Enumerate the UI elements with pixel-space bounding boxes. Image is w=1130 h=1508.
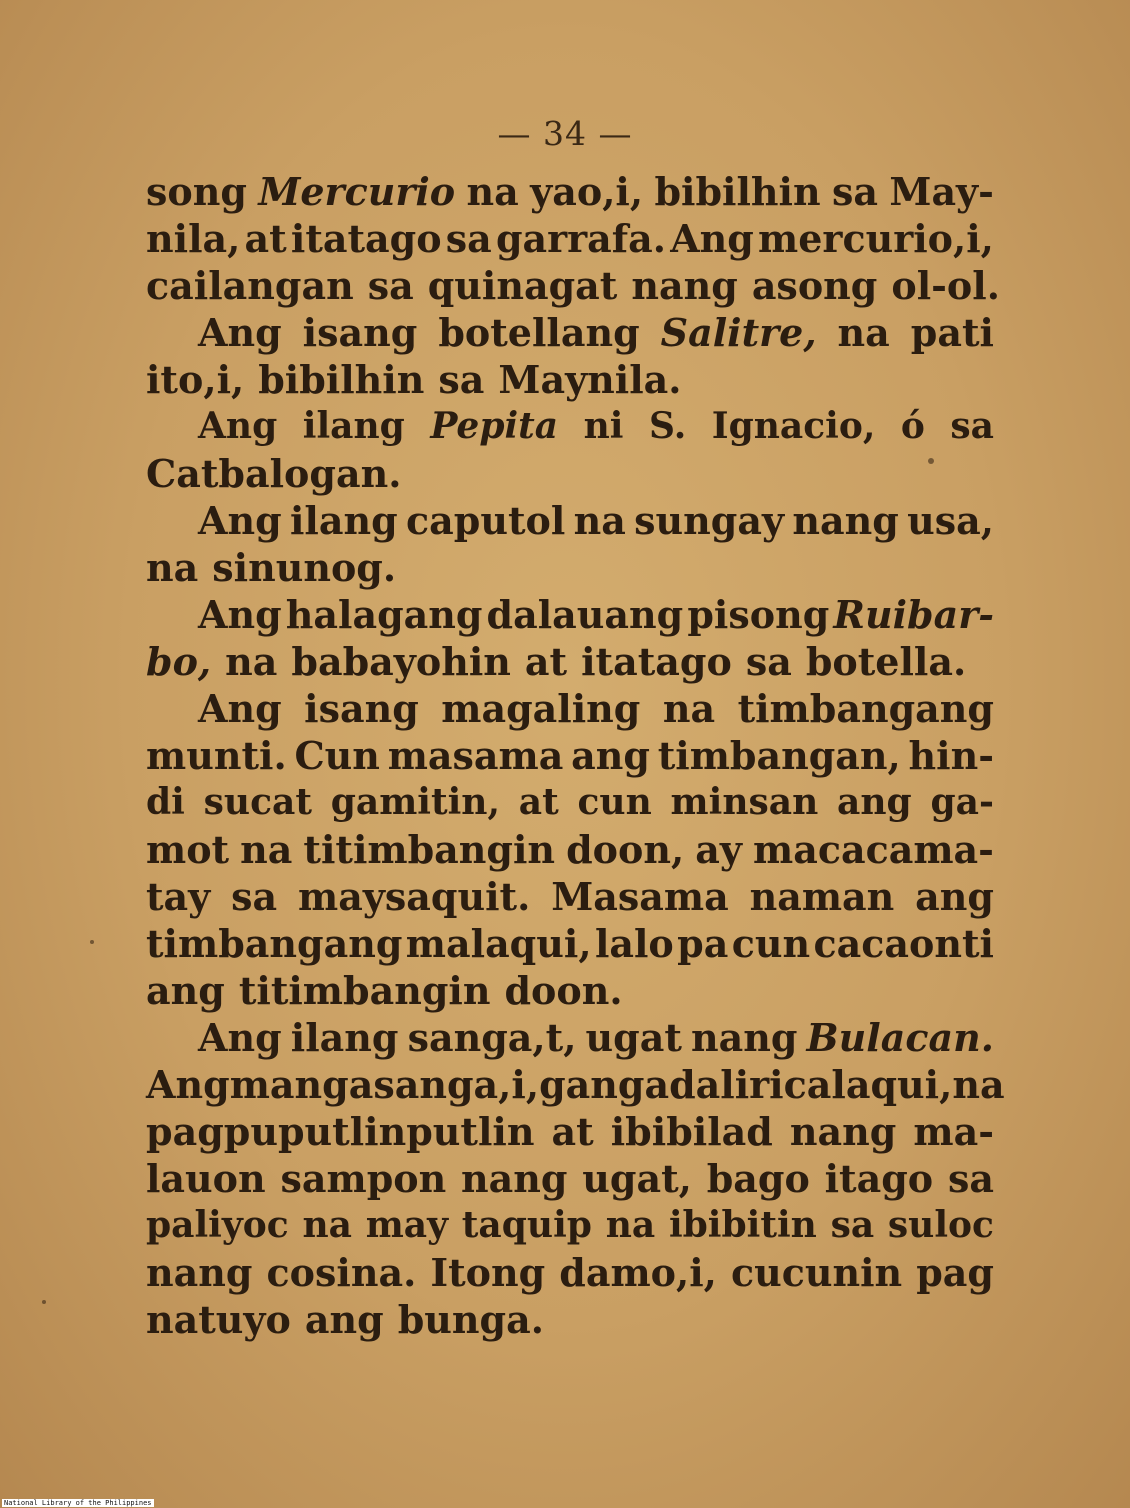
text-word: sanga,t, <box>407 1015 577 1060</box>
text-word: cucunin <box>730 1250 903 1295</box>
text-line <box>146 1061 1005 1108</box>
text-line <box>146 1014 994 1061</box>
text-word: ni <box>583 405 624 447</box>
text-word: pagpuputlinputlin <box>146 1109 535 1154</box>
text-word: ang <box>146 968 225 1013</box>
text-word: bo, <box>146 639 212 684</box>
text-word: caputol <box>405 498 566 543</box>
text-word: ibibilad <box>610 1109 773 1154</box>
text-line <box>146 403 994 450</box>
text-word: ang <box>915 874 994 919</box>
text-word: ugat, <box>582 1156 692 1201</box>
text-line <box>146 779 994 826</box>
text-word: ilang <box>289 498 398 543</box>
text-word: na <box>302 1204 352 1246</box>
text-word: bibilhin <box>654 169 821 214</box>
text-word: pag <box>916 1250 994 1295</box>
text-word: nang <box>146 1250 253 1295</box>
text-line <box>146 450 994 497</box>
text-word: pati <box>910 310 994 355</box>
text-line <box>146 356 994 403</box>
text-word: at <box>518 781 559 823</box>
text-word: mot <box>146 827 230 872</box>
text-word: tay <box>146 874 211 919</box>
text-word: cosina. <box>266 1250 417 1295</box>
text-word: timbangang <box>737 686 994 731</box>
text-word: na <box>466 169 519 214</box>
text-word: Maynila. <box>498 357 682 402</box>
text-word: ugat <box>585 1015 682 1060</box>
text-word: malaqui, <box>405 921 592 966</box>
ink-speck <box>42 1300 46 1304</box>
text-word: gamitin, <box>330 781 500 823</box>
text-line <box>146 168 994 215</box>
text-line <box>146 826 994 873</box>
text-line <box>146 967 994 1014</box>
text-word: at <box>551 1109 594 1154</box>
text-word: S. <box>648 405 687 447</box>
text-word: bunga. <box>397 1297 544 1342</box>
text-word: gangadaliri <box>539 1062 784 1107</box>
text-word: asong <box>751 263 878 308</box>
text-line <box>146 638 994 685</box>
text-word: sa <box>745 639 792 684</box>
text-word: ga- <box>930 781 994 823</box>
text-word: na <box>240 827 293 872</box>
text-word: doon. <box>504 968 623 1013</box>
text-word: Ruibar- <box>833 592 994 637</box>
text-word: nang <box>461 1156 568 1201</box>
text-word: Masama <box>551 874 729 919</box>
text-word: May- <box>889 169 994 214</box>
text-word: sa <box>947 1156 994 1201</box>
text-word: suloc <box>887 1204 994 1246</box>
text-word: timbangan, <box>657 733 901 778</box>
ink-speck <box>928 458 934 464</box>
text-word: nang <box>789 1109 897 1154</box>
text-word: mercurio,i, <box>758 216 994 261</box>
text-word: ang <box>837 781 912 823</box>
text-line <box>146 215 994 262</box>
text-word: Itong <box>430 1250 546 1295</box>
text-word: itatago <box>581 639 732 684</box>
text-word: na <box>952 1062 1005 1107</box>
text-word: calaqui, <box>783 1062 953 1107</box>
text-word: Catbalogan. <box>146 451 402 496</box>
text-word: babayohin <box>291 639 511 684</box>
text-word: ilang <box>290 1015 399 1060</box>
text-word: nila, <box>146 216 241 261</box>
text-word: munti. <box>146 733 287 778</box>
text-line <box>146 544 994 591</box>
text-word: di <box>146 781 185 823</box>
text-line <box>146 497 994 544</box>
text-word: usa, <box>907 498 994 543</box>
text-word: Ang <box>198 592 282 637</box>
text-word: na <box>573 498 626 543</box>
text-line <box>146 591 994 638</box>
text-word: paliyoc <box>146 1204 289 1246</box>
text-word: Ang <box>146 1062 230 1107</box>
text-word: yao,i, <box>530 169 644 214</box>
library-credit: National Library of the Philippines <box>4 1499 152 1507</box>
text-word: halagang <box>285 592 483 637</box>
page-text-body <box>146 168 1005 1343</box>
text-word: sa <box>367 263 414 308</box>
text-word: ilang <box>302 405 405 447</box>
text-word: garrafa. <box>495 216 667 261</box>
text-word: natuyo <box>146 1297 291 1342</box>
text-word: nang <box>792 498 899 543</box>
text-word: Pepita <box>430 405 559 447</box>
text-word: Ang <box>670 216 754 261</box>
text-word: at <box>244 216 287 261</box>
text-word: dalauang <box>486 592 684 637</box>
text-line <box>146 732 994 779</box>
text-word: ay <box>695 827 742 872</box>
text-word: botellang <box>438 310 640 355</box>
ink-speck <box>90 940 94 944</box>
text-word: ó <box>900 405 925 447</box>
text-line <box>146 1249 994 1296</box>
text-word: cacaonti <box>813 921 994 966</box>
text-word: sinunog. <box>212 545 397 590</box>
text-word: magaling <box>441 686 641 731</box>
text-word: pa <box>677 921 729 966</box>
text-word: sa <box>445 216 492 261</box>
text-word: ang <box>571 733 650 778</box>
text-line <box>146 1155 994 1202</box>
text-word: ang <box>304 1297 384 1342</box>
text-line <box>146 309 994 356</box>
text-word: Ang <box>198 686 282 731</box>
text-word: cun <box>731 921 811 966</box>
text-word: nang <box>631 263 738 308</box>
text-word: isang <box>302 310 418 355</box>
text-line <box>146 1108 994 1155</box>
text-word: manga <box>229 1062 374 1107</box>
text-word: ibibitin <box>668 1204 817 1246</box>
text-word: at <box>524 639 568 684</box>
text-line <box>146 1296 994 1343</box>
text-word: na <box>837 310 890 355</box>
text-word: lauon <box>146 1156 266 1201</box>
text-word: macacama- <box>752 827 994 872</box>
text-word: sampon <box>280 1156 447 1201</box>
text-word: itago <box>824 1156 934 1201</box>
text-word: sucat <box>203 781 312 823</box>
text-word: minsan <box>670 781 819 823</box>
text-word: sa <box>438 357 485 402</box>
text-word: naman <box>749 874 895 919</box>
text-word: bago <box>706 1156 810 1201</box>
text-word: may <box>365 1204 449 1246</box>
text-line <box>146 873 994 920</box>
text-word: Mercurio <box>258 169 456 214</box>
text-word: na <box>605 1204 656 1246</box>
text-word: pisong <box>687 592 830 637</box>
text-word: taquip <box>461 1204 592 1246</box>
text-word: Salitre, <box>660 310 817 355</box>
text-word: itatago <box>290 216 442 261</box>
text-line <box>146 1202 994 1249</box>
text-word: doon, <box>566 827 685 872</box>
text-word: song <box>146 169 247 214</box>
text-word: cailangan <box>146 263 354 308</box>
text-word: Cun <box>294 733 380 778</box>
text-word: sanga,i, <box>373 1062 540 1107</box>
text-word: timbangang <box>146 921 403 966</box>
text-word: quinagat <box>427 263 618 308</box>
text-word: na <box>146 545 199 590</box>
text-line <box>146 685 994 732</box>
text-word: Ang <box>198 498 282 543</box>
text-word: Bulacan. <box>806 1015 994 1060</box>
text-word: ito,i, <box>146 357 245 402</box>
text-word: maysaquit. <box>298 874 531 919</box>
text-word: botella. <box>805 639 967 684</box>
text-word: Ang <box>198 405 278 447</box>
page-number: — 34 — <box>497 114 633 153</box>
text-line <box>146 920 994 967</box>
text-word: na <box>662 686 716 731</box>
text-word: sa <box>231 874 278 919</box>
text-word: damo,i, <box>559 1250 717 1295</box>
text-word: nang <box>691 1015 798 1060</box>
text-word: titimbangin <box>303 827 556 872</box>
text-word: bibilhin <box>258 357 425 402</box>
text-word: lalo <box>594 921 674 966</box>
text-word: hin- <box>908 733 994 778</box>
text-word: Ang <box>198 1015 282 1060</box>
text-word: ma- <box>913 1109 994 1154</box>
text-word: na <box>225 639 278 684</box>
text-word: sa <box>831 169 878 214</box>
text-word: titimbangin <box>238 968 491 1013</box>
text-word: masama <box>387 733 564 778</box>
text-word: Ang <box>198 310 282 355</box>
text-word: sa <box>830 1204 875 1246</box>
text-word: isang <box>304 686 419 731</box>
text-word: Ignacio, <box>711 405 876 447</box>
text-word: sa <box>950 405 994 447</box>
text-word: sungay <box>634 498 785 543</box>
text-word: ol-ol. <box>891 263 1000 308</box>
text-word: cun <box>577 781 652 823</box>
text-line <box>146 262 1000 309</box>
